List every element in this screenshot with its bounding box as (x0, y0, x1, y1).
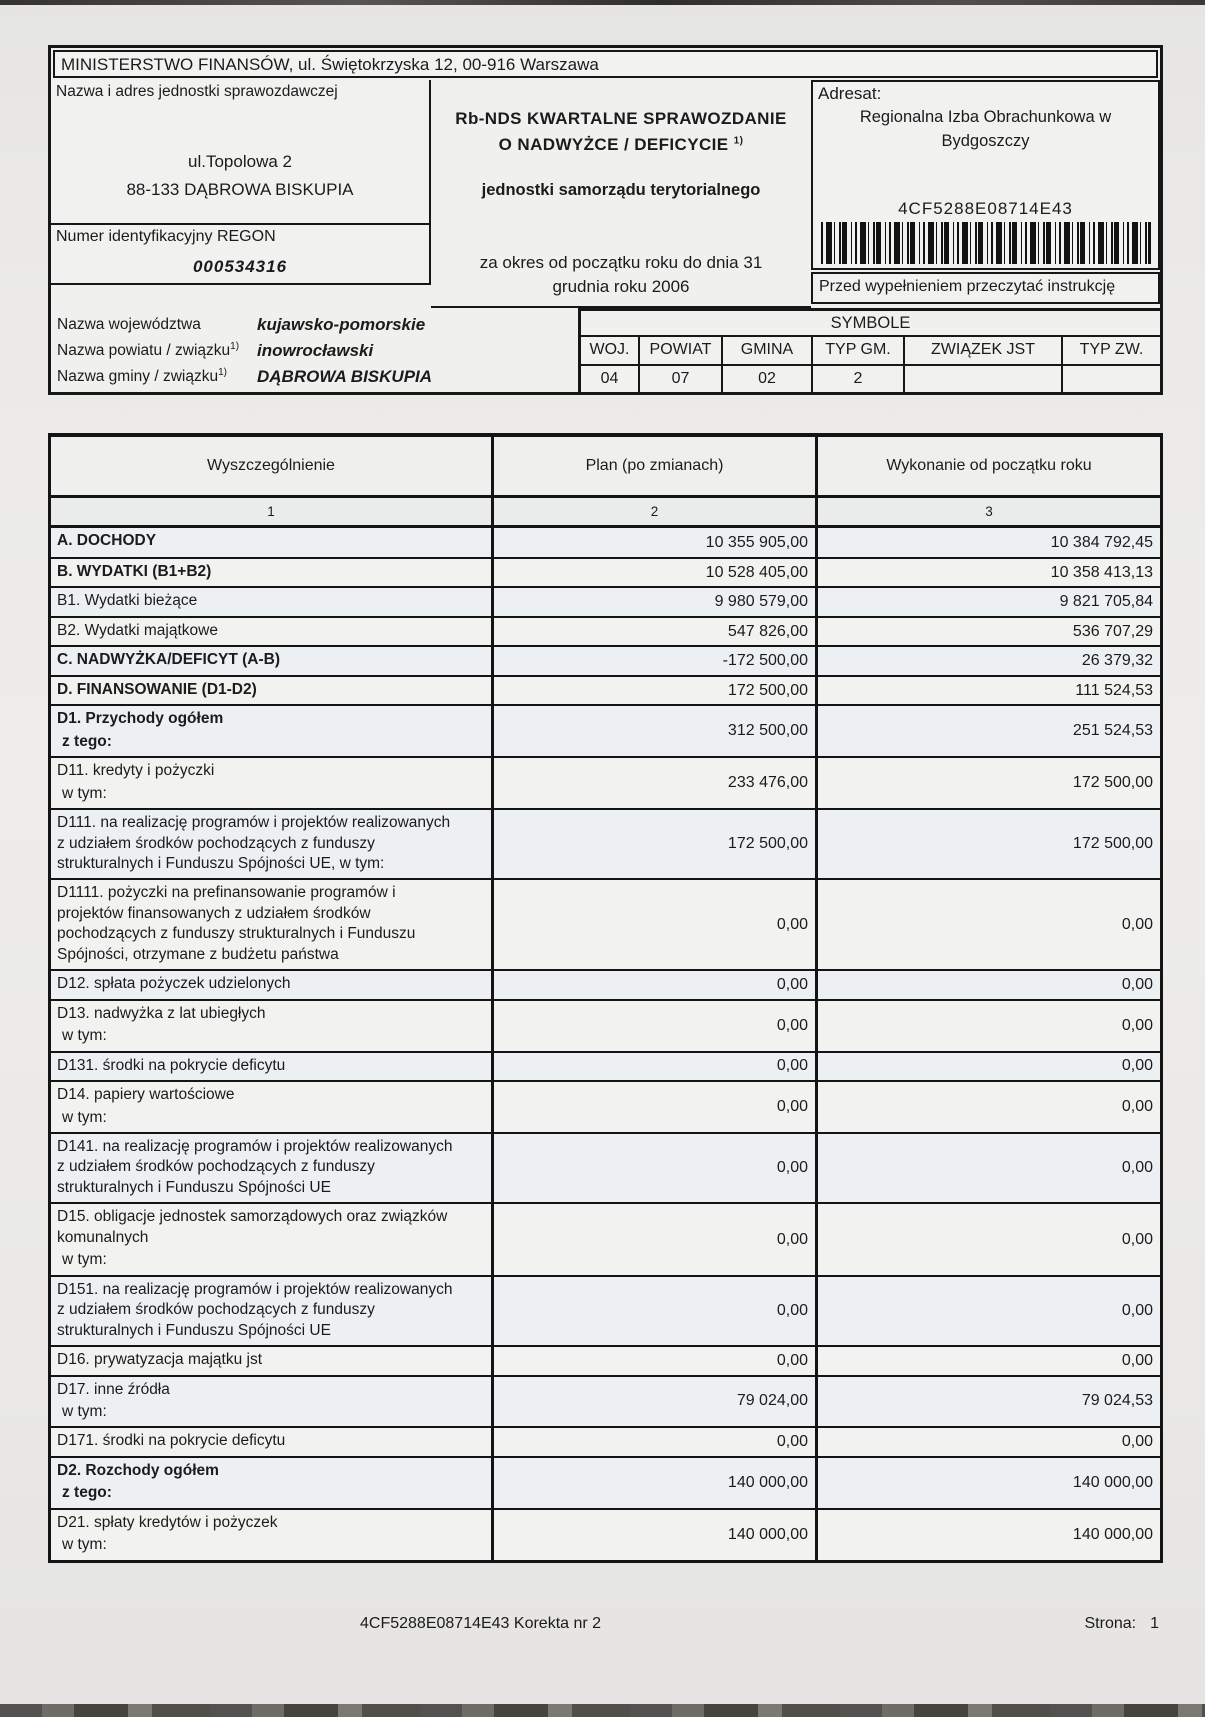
plan-value: 547 826,00 (491, 618, 815, 645)
row-sublabel: w tym: (62, 1402, 107, 1420)
reporting-unit-box (51, 80, 431, 285)
header-bottom-section (51, 308, 1160, 392)
plan-value: 10 528 405,00 (491, 559, 815, 586)
regon-value: 000534316 (192, 257, 288, 276)
column-number: 3 (815, 498, 1160, 525)
table-row (51, 557, 1160, 586)
barcode (821, 222, 1151, 264)
symbols-grid (581, 335, 1160, 392)
territory-row (57, 338, 578, 364)
row-sublabel: z tego: (62, 1484, 112, 1502)
row-label: D111. na realizację programów i projektów realizowanych z udziałem środków pochodzących z funduszy strukturalnych i Funduszu Spójności UE, w tym: (57, 814, 451, 872)
symbol-value: 07 (640, 366, 721, 393)
execution-value: 0,00 (815, 1428, 1160, 1455)
report-title-section (431, 80, 811, 308)
row-sublabel: w tym: (62, 1108, 107, 1126)
row-label-cell (51, 559, 491, 586)
execution-value: 10 358 413,13 (815, 559, 1160, 586)
row-label: B2. Wydatki majątkowe (57, 621, 218, 639)
address-city: 88-133 DĄBROWA BISKUPIA (126, 180, 354, 200)
row-label-cell (51, 1277, 491, 1345)
plan-value: 0,00 (491, 1428, 815, 1455)
footer-document-code: 4CF5288E08714E43 Korekta nr 2 (360, 1614, 602, 1632)
addressee-label: Adresat: (818, 84, 882, 103)
scan-edge-artifact-top (0, 0, 1205, 5)
plan-value: 0,00 (491, 880, 815, 969)
table-row (51, 1426, 1160, 1455)
table-row (51, 878, 1160, 969)
symbol-column-header: TYP ZW. (1063, 337, 1160, 364)
row-label: D11. kredyty i pożyczki (57, 762, 215, 780)
budget-table-header (51, 437, 1160, 498)
plan-value: -172 500,00 (491, 647, 815, 674)
report-period-line2: grudnia roku 2006 (552, 277, 690, 297)
column-header-specification: Wyszczególnienie (51, 437, 491, 495)
table-row (51, 1345, 1160, 1374)
row-label-cell (51, 1377, 491, 1427)
row-label-cell (51, 1134, 491, 1202)
address-street: ul.Topolowa 2 (188, 152, 292, 171)
row-label-cell (51, 706, 491, 756)
ministry-header: MINISTERSTWO FINANSÓW, ul. Świętokrzyska 12, 00-916 Warszawa (53, 50, 1158, 78)
territory-label: Nazwa województwa (57, 316, 201, 334)
page-number: 1 (1150, 1614, 1159, 1632)
addressee-name (813, 106, 1158, 154)
table-row (51, 1456, 1160, 1508)
territory-row (57, 312, 578, 338)
plan-value: 0,00 (491, 1204, 815, 1274)
table-row (51, 1051, 1160, 1080)
table-row (51, 616, 1160, 645)
table-row (51, 1202, 1160, 1274)
budget-table-column-numbers (51, 498, 1160, 528)
report-subtitle: jednostki samorządu terytorialnego (481, 181, 761, 199)
execution-value: 172 500,00 (815, 810, 1160, 878)
execution-value: 172 500,00 (815, 758, 1160, 808)
row-label: D17. inne źródła (57, 1380, 170, 1398)
execution-value: 0,00 (815, 1347, 1160, 1374)
footnote-marker: 1) (733, 134, 744, 146)
plan-value: 0,00 (491, 971, 815, 998)
plan-value: 0,00 (491, 1001, 815, 1051)
header-middle-section (51, 80, 1160, 308)
territory-section (51, 308, 578, 392)
document-code: 4CF5288E08714E43 (898, 199, 1073, 218)
row-label: D14. papiery wartościowe (57, 1086, 235, 1104)
symbol-column-header: ZWIĄZEK JST (905, 337, 1061, 364)
plan-value: 0,00 (491, 1134, 815, 1202)
plan-value: 9 980 579,00 (491, 588, 815, 615)
row-label: D1. Przychody ogółem (57, 710, 224, 728)
table-row (51, 1080, 1160, 1132)
plan-value: 79 024,00 (491, 1377, 815, 1427)
execution-value: 79 024,53 (815, 1377, 1160, 1427)
table-row (51, 999, 1160, 1051)
territory-value: inowrocławski (257, 341, 374, 360)
row-label: D141. na realizację programów i projektów realizowanych z udziałem środków pochodzących z funduszy strukturalnych i Funduszu Spójności UE (57, 1137, 453, 1196)
row-label-cell (51, 1510, 491, 1560)
row-label-cell (51, 1204, 491, 1274)
table-row (51, 675, 1160, 704)
report-title-line1: Rb-NDS KWARTALNE SPRAWOZDANIE (455, 109, 787, 128)
row-label-cell (51, 588, 491, 615)
row-label: B1. Wydatki bieżące (57, 592, 198, 610)
form-header-block (48, 45, 1163, 395)
row-label: D15. obligacje jednostek samorządowych oraz związków komunalnych (57, 1208, 448, 1246)
regon-section (51, 223, 429, 283)
symbols-title: SYMBOLE (830, 314, 911, 332)
rb-nds-form (48, 45, 1163, 1633)
row-label-cell (51, 1001, 491, 1051)
execution-value: 140 000,00 (815, 1458, 1160, 1508)
territory-row (57, 364, 578, 390)
plan-value: 172 500,00 (491, 810, 815, 878)
row-label: C. NADWYŻKA/DEFICYT (A-B) (57, 651, 281, 669)
symbol-value (905, 366, 1061, 393)
execution-value: 9 821 705,84 (815, 588, 1160, 615)
addressee-column (811, 80, 1160, 308)
row-label: D1111. pożyczki na prefinansowanie programów i projektów finansowanych z udziałem środków pochodzących z funduszy strukturalnych i Funduszu Spójności, otrzymane z budżetu państwa (57, 884, 416, 963)
execution-value: 0,00 (815, 1001, 1160, 1051)
plan-value: 140 000,00 (491, 1510, 815, 1560)
table-row (51, 1132, 1160, 1202)
execution-value: 111 524,53 (815, 677, 1160, 704)
report-title (455, 106, 786, 157)
execution-value: 0,00 (815, 1204, 1160, 1274)
reporting-unit-label: Nazwa i adres jednostki sprawozdawczej (56, 83, 338, 100)
row-sublabel: z tego: (62, 732, 112, 750)
symbol-column-header: GMINA (723, 337, 811, 364)
report-period-line1: za okres od początku roku do dnia 31 (479, 252, 763, 272)
table-row (51, 1375, 1160, 1427)
table-row (51, 586, 1160, 615)
row-label-cell (51, 971, 491, 998)
symbols-table (578, 308, 1160, 392)
addressee-box (811, 80, 1160, 270)
plan-value: 172 500,00 (491, 677, 815, 704)
symbol-column-header: TYP GM. (813, 337, 903, 364)
symbol-value: 2 (813, 366, 903, 393)
row-label-cell (51, 1347, 491, 1374)
row-label-cell (51, 758, 491, 808)
row-label-cell (51, 1458, 491, 1508)
row-label: D12. spłata pożyczek udzielonych (57, 975, 291, 993)
execution-value: 251 524,53 (815, 706, 1160, 756)
plan-value: 0,00 (491, 1347, 815, 1374)
table-row (51, 528, 1160, 557)
row-label: D13. nadwyżka z lat ubiegłych (57, 1004, 266, 1022)
page-label: Strona: (1084, 1614, 1137, 1632)
row-label: D. FINANSOWANIE (D1-D2) (57, 680, 257, 698)
row-sublabel: w tym: (62, 1536, 107, 1554)
execution-value: 0,00 (815, 1053, 1160, 1080)
execution-value: 10 384 792,45 (815, 528, 1160, 557)
scan-edge-artifact-bottom (0, 1704, 1205, 1717)
territory-label: Nazwa powiatu / związku$^{1)}$ (57, 341, 240, 360)
column-number: 1 (51, 498, 491, 525)
instruction-note: Przed wypełnieniem przeczytać instrukcję (811, 272, 1160, 304)
row-label-cell (51, 1428, 491, 1455)
execution-value: 140 000,00 (815, 1510, 1160, 1560)
row-label: B. WYDATKI (B1+B2) (57, 563, 212, 580)
main-table-body (51, 528, 1160, 1560)
plan-value: 10 355 905,00 (491, 528, 815, 557)
page-number-indicator (1085, 1615, 1160, 1633)
table-row (51, 645, 1160, 674)
plan-value: 0,00 (491, 1277, 815, 1345)
budget-table (48, 433, 1163, 1563)
row-label-cell (51, 1082, 491, 1132)
row-label-cell (51, 647, 491, 674)
table-row (51, 969, 1160, 998)
territory-label: Nazwa gminy / związku$^{1)}$ (57, 367, 227, 386)
addressee-name-line1: Regionalna Izba Obrachunkowa w (859, 108, 1112, 126)
execution-value: 0,00 (815, 1082, 1160, 1132)
table-row (51, 808, 1160, 878)
table-row (51, 704, 1160, 756)
report-title-line2: O NADWYŻCE / DEFICYCIE (498, 134, 729, 154)
execution-value: 0,00 (815, 1277, 1160, 1345)
row-label-cell (51, 1053, 491, 1080)
row-label: D151. na realizację programów i projektów realizowanych z udziałem środków pochodzących z funduszy strukturalnych i Funduszu Spójności UE (57, 1280, 453, 1339)
reporting-unit-address (51, 148, 429, 204)
symbol-column-header: WOJ. (581, 337, 638, 364)
table-row (51, 756, 1160, 808)
execution-value: 0,00 (815, 1134, 1160, 1202)
plan-value: 0,00 (491, 1082, 815, 1132)
row-label: D171. środki na pokrycie deficytu (57, 1432, 286, 1450)
table-row (51, 1275, 1160, 1345)
row-label-cell (51, 880, 491, 969)
symbol-column-header: POWIAT (640, 337, 721, 364)
row-label-cell (51, 618, 491, 645)
row-label: D16. prywatyzacja majątku jst (57, 1351, 263, 1369)
table-row (51, 1508, 1160, 1560)
plan-value: 233 476,00 (491, 758, 815, 808)
column-header-plan: Plan (po zmianach) (491, 437, 815, 495)
plan-value: 140 000,00 (491, 1458, 815, 1508)
row-label: A. DOCHODY (57, 532, 157, 549)
row-label-cell (51, 528, 491, 557)
column-number: 2 (491, 498, 815, 525)
symbol-value: 02 (723, 366, 811, 393)
row-label: D131. środki na pokrycie deficytu (57, 1056, 286, 1074)
execution-value: 0,00 (815, 880, 1160, 969)
execution-value: 26 379,32 (815, 647, 1160, 674)
row-label: D2. Rozchody ogółem (57, 1461, 219, 1479)
row-label: D21. spłaty kredytów i pożyczek (57, 1513, 278, 1531)
row-label-cell (51, 677, 491, 704)
symbol-value: 04 (581, 366, 638, 393)
execution-value: 0,00 (815, 971, 1160, 998)
symbol-value (1063, 366, 1160, 393)
plan-value: 312 500,00 (491, 706, 815, 756)
territory-value: DĄBROWA BISKUPIA (257, 367, 433, 386)
plan-value: 0,00 (491, 1053, 815, 1080)
territory-value: kujawsko-pomorskie (257, 315, 426, 334)
execution-value: 536 707,29 (815, 618, 1160, 645)
row-sublabel: w tym: (62, 784, 107, 802)
regon-label: Numer identyfikacyjny REGON (56, 228, 276, 245)
addressee-name-line2: Bydgoszczy (941, 131, 1030, 150)
row-label-cell (51, 810, 491, 878)
row-sublabel: w tym: (62, 1027, 107, 1045)
page-footer (48, 1615, 1163, 1633)
column-header-execution: Wykonanie od początku roku (815, 437, 1160, 495)
row-sublabel: w tym: (62, 1251, 107, 1269)
report-period (480, 251, 763, 300)
